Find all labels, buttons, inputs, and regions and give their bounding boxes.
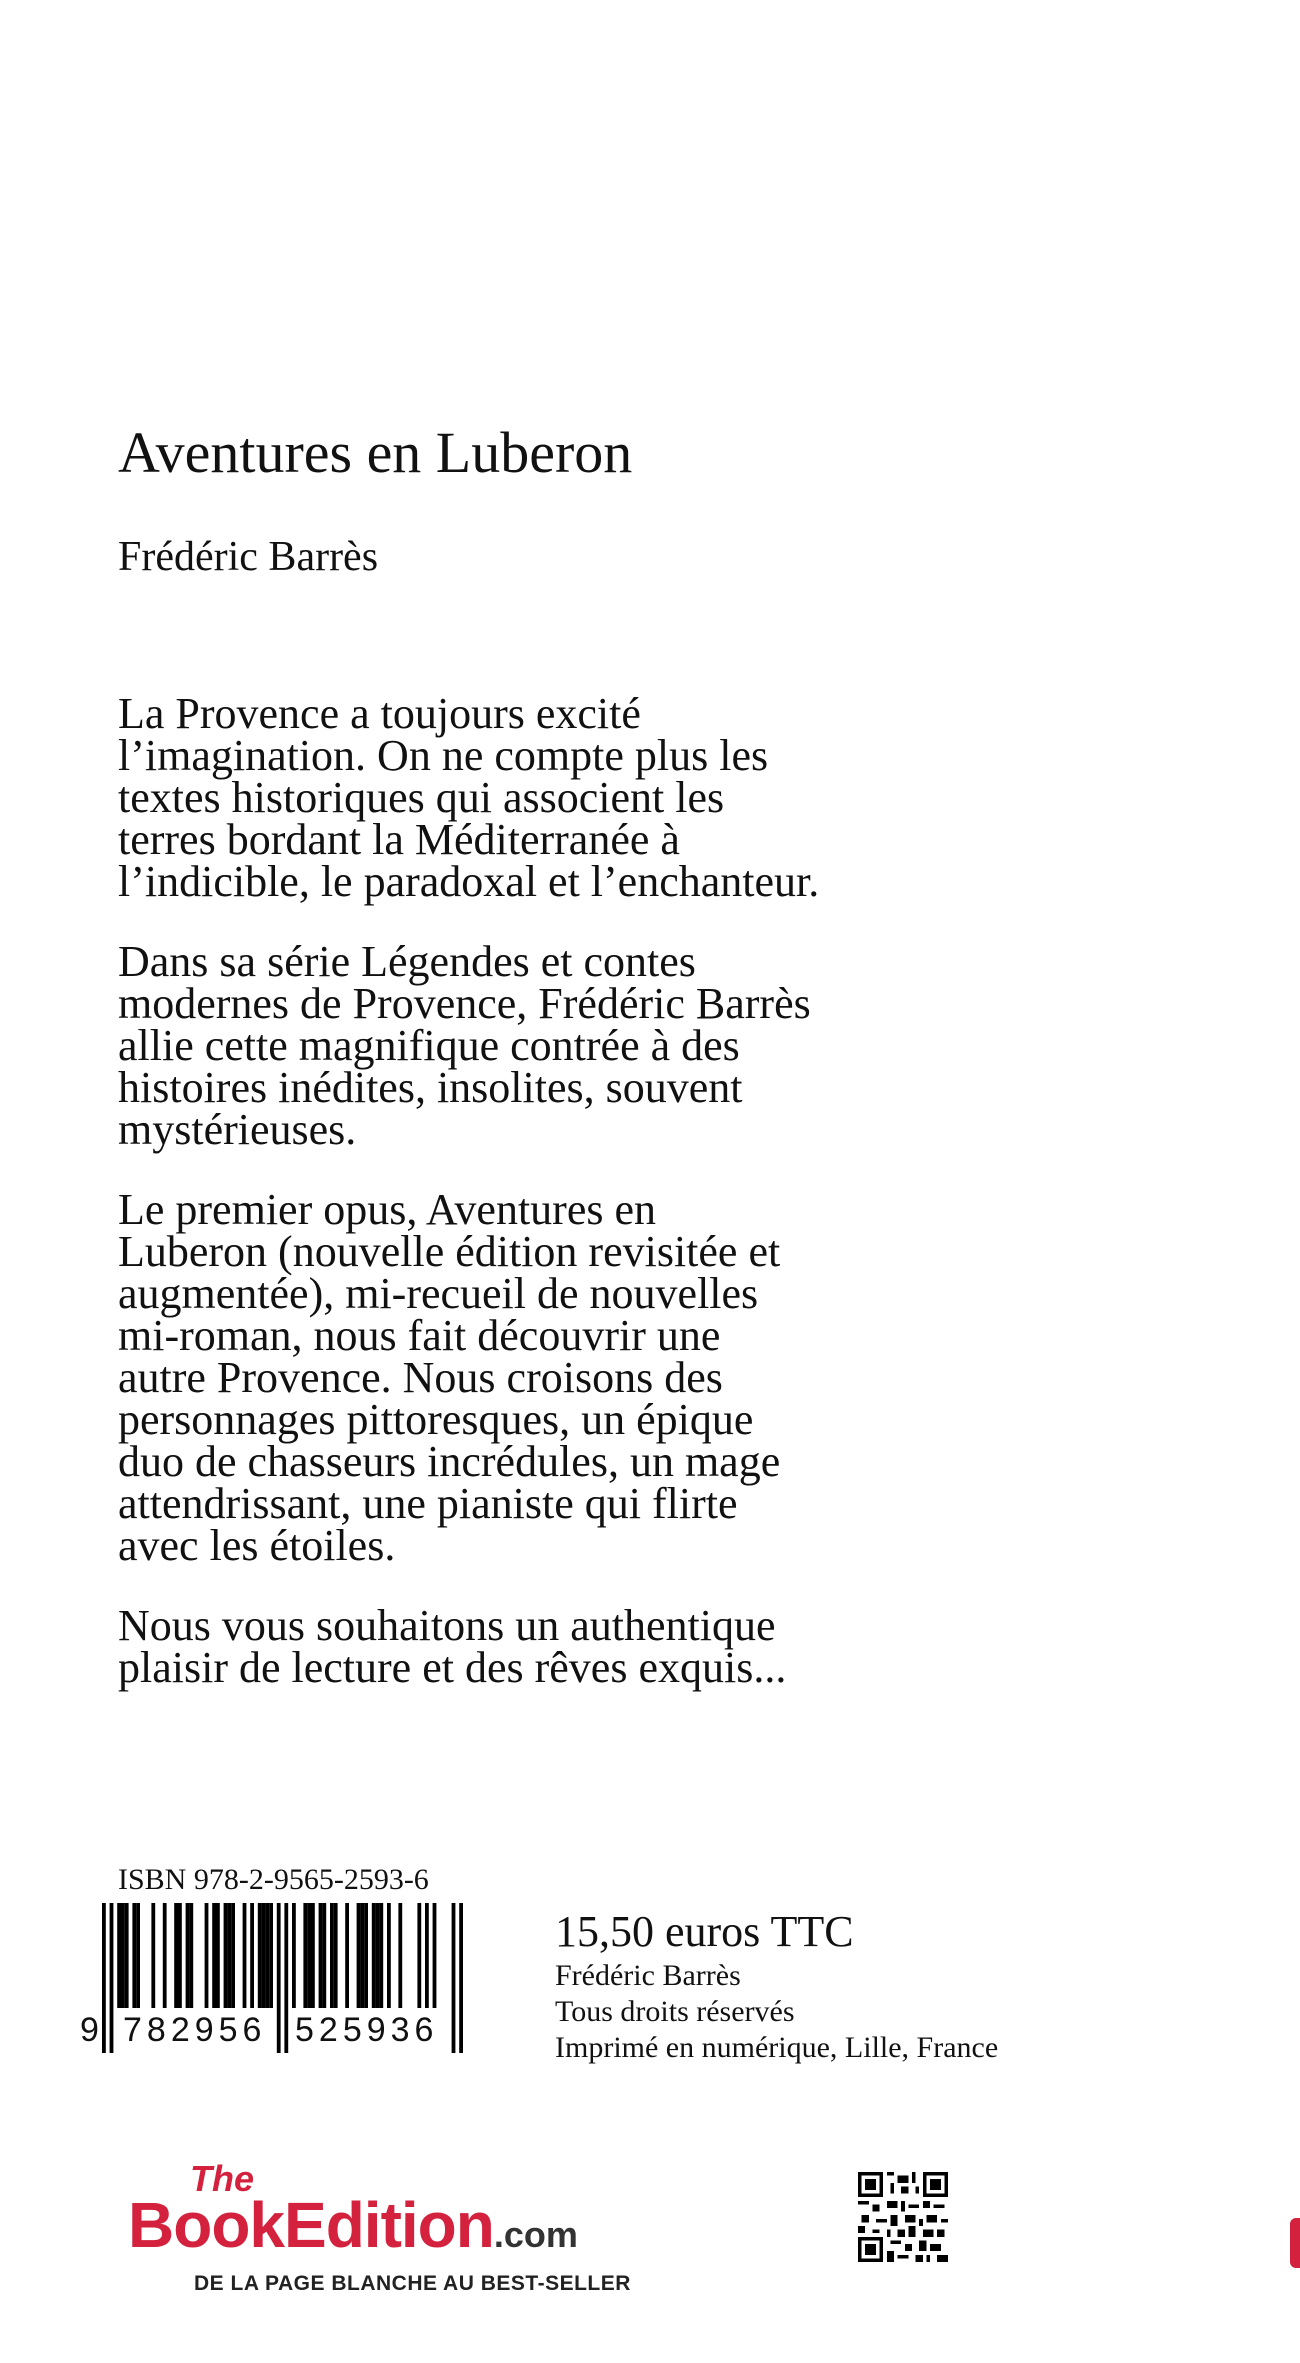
barcode-bar (322, 1903, 326, 2008)
back-cover-blurb (118, 689, 1118, 1727)
blurb-line: attendrissant, une pianiste qui flirte (118, 1479, 738, 1528)
logo-main: BookEdition (128, 2189, 494, 2261)
logo-tagline: DE LA PAGE BLANCHE AU BEST-SELLER (194, 2272, 631, 2295)
barcode-bar (178, 1903, 182, 2008)
blurb-line: avec les étoiles. (118, 1521, 396, 1570)
barcode-bar (345, 1903, 349, 2008)
blurb-line: modernes de Provence, Frédéric Barrès (118, 979, 811, 1028)
price: 15,50 euros TTC (555, 1907, 854, 1956)
barcode-bar (459, 1903, 463, 2053)
barcode-bar (136, 1903, 140, 2008)
barcode-bar (334, 1903, 338, 2008)
barcode-bar (216, 1903, 220, 2008)
blurb-line: mi-roman, nous fait découvrir une (118, 1311, 721, 1360)
barcode-bar (376, 1903, 380, 2008)
barcode-bar (174, 1903, 178, 2008)
book-author: Frédéric Barrès (118, 534, 379, 580)
blurb-line: Dans sa série Légendes et contes (118, 937, 696, 986)
blurb-line: Luberon (nouvelle édition revisitée et (118, 1227, 781, 1276)
qr-code-icon (858, 2172, 948, 2262)
blurb-paragraph-2 (118, 937, 1118, 1154)
logo-the: The (190, 2158, 255, 2199)
blurb-line: duo de chasseurs incrédules, un mage (118, 1437, 781, 1486)
info-rights: Tous droits réservés (555, 1995, 795, 2028)
barcode-bar (269, 1903, 273, 2008)
isbn-label: ISBN 978-2-9565-2593-6 (118, 1863, 429, 1896)
barcode-digits-left: 782956 (123, 2011, 267, 2049)
barcode-bar (212, 1903, 216, 2008)
book-title: Aventures en Luberon (118, 420, 633, 485)
barcode-bar (319, 1903, 323, 2008)
barcode-bar (250, 1903, 254, 2008)
barcode-bar (452, 1903, 456, 2053)
barcode-bar (311, 1903, 315, 2008)
info-author: Frédéric Barrès (555, 1959, 741, 1992)
blurb-line: personnages pittoresques, un épique (118, 1395, 754, 1444)
barcode-bar (372, 1903, 376, 2008)
barcode-bar (277, 1903, 281, 2053)
blurb-line: autre Provence. Nous croisons des (118, 1353, 723, 1402)
barcode-bar (357, 1903, 361, 2008)
barcode-digits-right: 525936 (295, 2011, 439, 2049)
barcode-bar (387, 1903, 391, 2008)
blurb-paragraph-4 (118, 1601, 1118, 1692)
barcode-bar (265, 1903, 269, 2008)
barcode-bar (425, 1903, 429, 2008)
edge-mark (1290, 2218, 1300, 2268)
blurb-line: plaisir de lecture et des rêves exquis... (118, 1643, 787, 1692)
barcode-digit-first: 9 (80, 2011, 99, 2049)
barcode-bar (117, 1903, 121, 2008)
barcode-bar (205, 1903, 209, 2008)
barcode-bar (292, 1903, 296, 2008)
barcode-bar (433, 1903, 437, 2008)
barcode-bar (417, 1903, 421, 2008)
barcode-bar (398, 1903, 402, 2008)
info-printed: Imprimé en numérique, Lille, France (555, 2031, 999, 2064)
blurb-line: terres bordant la Méditerranée à (118, 815, 680, 864)
barcode-bar (132, 1903, 136, 2008)
blurb-line: mystérieuses. (118, 1105, 357, 1154)
barcode-bar (163, 1903, 167, 2008)
barcode-bar (227, 1903, 231, 2008)
barcode-bar (186, 1903, 190, 2008)
barcode-bar (102, 1903, 106, 2053)
barcode-bar (360, 1903, 364, 2008)
blurb-line: allie cette magnifique contrée à des (118, 1021, 740, 1070)
barcode-bar (151, 1903, 155, 2008)
barcode-bar (189, 1903, 193, 2008)
barcode-bar (121, 1903, 125, 2008)
blurb-line: augmentée), mi-recueil de nouvelles (118, 1269, 759, 1318)
barcode-bar (224, 1903, 228, 2008)
barcode-bar (330, 1903, 334, 2008)
blurb-line: l’imagination. On ne compte plus les (118, 731, 769, 780)
blurb-line: textes historiques qui associent les (118, 773, 725, 822)
barcode-bar (231, 1903, 235, 2008)
barcode-bar (125, 1903, 129, 2008)
barcode-bar (364, 1903, 368, 2008)
publisher-info (555, 1906, 998, 2066)
bookedition-logo (128, 2158, 708, 2295)
barcode-bar (284, 1903, 288, 2053)
barcode-bar (307, 1903, 311, 2008)
logo-wordmark (128, 2188, 578, 2262)
logo-com: .com (493, 2214, 578, 2255)
barcode-bar (243, 1903, 247, 2008)
blurb-line: histoires inédites, insolites, souvent (118, 1063, 743, 1112)
blurb-line: Le premier opus, Aventures en (118, 1185, 657, 1234)
blurb-paragraph-1 (118, 689, 1118, 906)
barcode-bar (258, 1903, 262, 2008)
barcode-bar (379, 1903, 383, 2008)
barcode-bar (303, 1903, 307, 2008)
blurb-line: Nous vous souhaitons un authentique (118, 1601, 776, 1650)
barcode-bar (110, 1903, 114, 2053)
barcode-bar (262, 1903, 266, 2008)
blurb-line: La Provence a toujours excité (118, 689, 641, 738)
blurb-paragraph-3 (118, 1185, 1118, 1570)
blurb-line: l’indicible, le paradoxal et l’enchanteur. (118, 857, 820, 906)
